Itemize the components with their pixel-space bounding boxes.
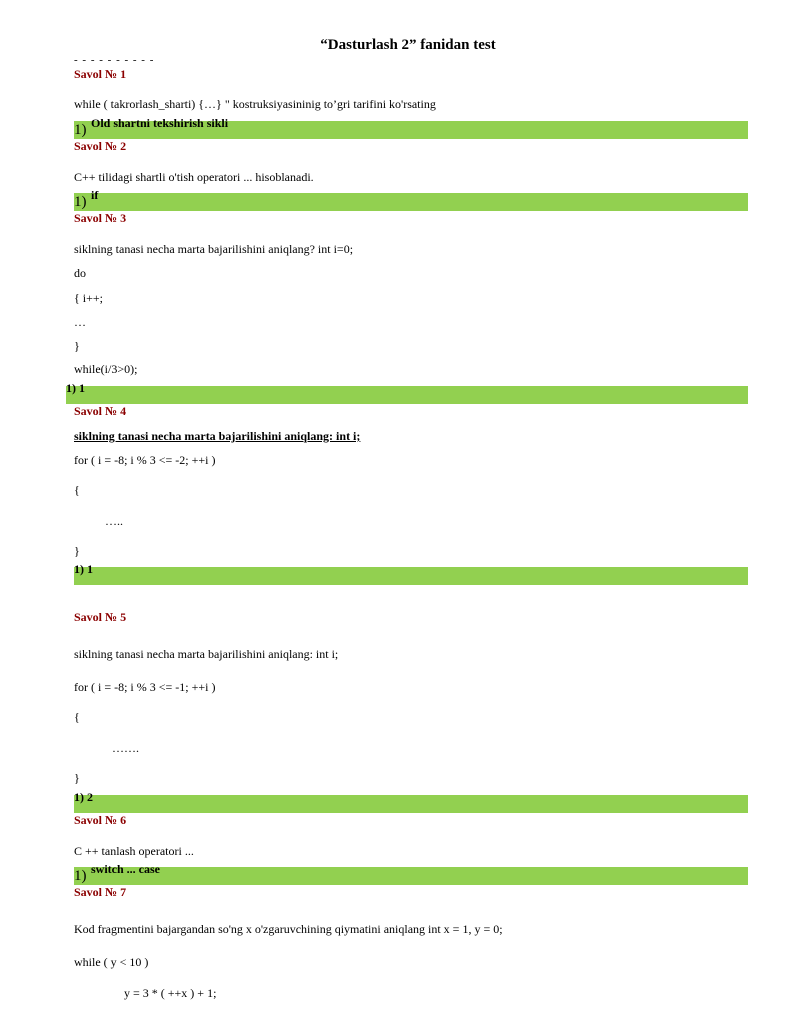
question-5-line-3: {: [74, 710, 80, 724]
question-3-line-2: do: [74, 266, 86, 280]
question-3-line-6: while(i/3>0);: [74, 362, 138, 376]
answer-5-text: 1) 2: [74, 790, 93, 804]
answer-5-bar: [74, 795, 748, 813]
answer-4-text: 1) 1: [74, 562, 93, 576]
question-7-line-3: y = 3 * ( ++x ) + 1;: [124, 986, 217, 1000]
question-7-line-1: Kod fragmentini bajargandan so'ng x o'zgaruvchining qiymatini aniqlang int x = 1, y = 0;: [74, 922, 503, 936]
dashed-separator: - - - - - - - - - -: [74, 54, 155, 66]
question-4-line-1: siklning tanasi necha marta bajarilishini aniqlang: int i;: [74, 429, 361, 443]
question-4-line-2: for ( i = -8; i % 3 <= -2; ++i ): [74, 453, 216, 467]
answer-1-text: Old shartni tekshirish sikli: [91, 116, 229, 130]
question-4-line-5: }: [74, 544, 80, 558]
question-2-label: Savol № 2: [74, 139, 127, 153]
question-3-line-4: …: [74, 315, 86, 329]
question-3-label: Savol № 3: [74, 211, 127, 225]
question-2-text: C++ tilidagi shartli o'tish operatori ... hisoblanadi.: [74, 170, 314, 184]
answer-4-bar: [74, 567, 748, 585]
question-5-label: Savol № 5: [74, 610, 127, 624]
answer-3-text: 1) 1: [66, 381, 85, 395]
answer-6-number: 1): [74, 868, 87, 884]
question-3-line-5: }: [74, 339, 80, 353]
question-4-line-3: {: [74, 483, 80, 497]
question-3-line-1: siklning tanasi necha marta bajarilishini aniqlang? int i=0;: [74, 242, 354, 256]
question-7-label: Savol № 7: [74, 885, 127, 899]
question-3-line-3: { i++;: [74, 291, 103, 305]
question-1-label: Savol № 1: [74, 67, 127, 81]
answer-2-text: if: [91, 188, 99, 202]
page-title: “Dasturlash 2” fanidan test: [320, 37, 496, 53]
question-5-line-4: …….: [112, 741, 139, 755]
answer-1-number: 1): [74, 122, 87, 138]
question-5-line-2: for ( i = -8; i % 3 <= -1; ++i ): [74, 680, 216, 694]
question-1-text: while ( takrorlash_sharti) {…} " kostruksiyasininig to’gri tarifini ko'rsating: [74, 97, 436, 111]
question-4-label: Savol № 4: [74, 404, 127, 418]
answer-2-number: 1): [74, 194, 87, 210]
question-4-line-4: …..: [105, 514, 123, 528]
question-6-text: C ++ tanlash operatori ...: [74, 844, 194, 858]
question-7-line-2: while ( y < 10 ): [74, 955, 149, 969]
question-6-label: Savol № 6: [74, 813, 127, 827]
question-5-line-1: siklning tanasi necha marta bajarilishini aniqlang: int i;: [74, 647, 339, 661]
question-5-line-5: }: [74, 771, 80, 785]
answer-2-bar: [74, 193, 748, 211]
answer-3-bar: [66, 386, 748, 404]
answer-6-text: switch ... case: [91, 862, 160, 876]
answer-6-bar: [74, 867, 748, 885]
